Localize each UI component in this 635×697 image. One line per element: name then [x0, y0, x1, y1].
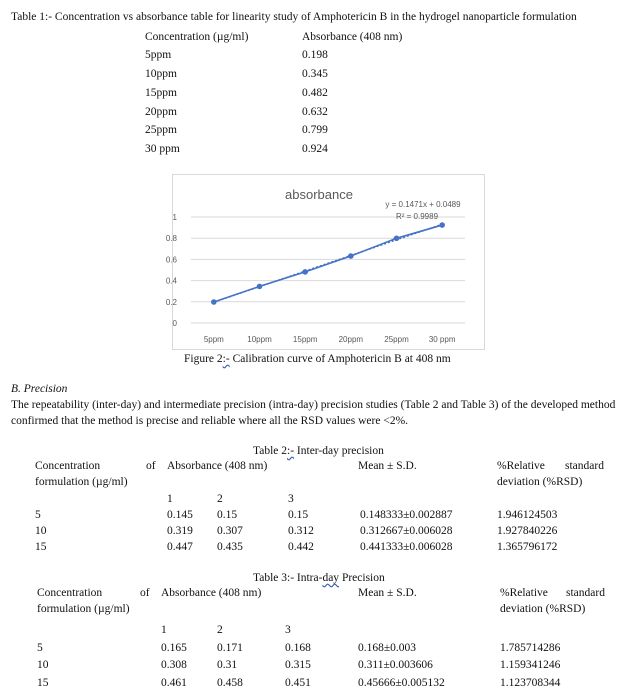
table3-replicate-header: 2	[217, 624, 223, 636]
table3-header-concentration: Concentration	[37, 587, 103, 599]
table1-cell-absorbance: 0.198	[302, 49, 328, 61]
x-tick-label: 15ppm	[292, 335, 318, 344]
table2-header-rsd-line2: deviation (%RSD)	[497, 476, 583, 488]
table3-cell-rsd: 1.785714286	[500, 642, 561, 654]
table1-cell-absorbance: 0.924	[302, 143, 328, 155]
table1-cell-concentration: 15ppm	[145, 87, 177, 99]
figure2-text: Calibration curve of Amphotericin B at 408 nm	[229, 353, 451, 365]
table3-cell-rsd: 1.159341246	[500, 659, 561, 671]
table2-header-rsd-b: standard	[565, 460, 604, 472]
table2-cell-concentration: 5	[35, 509, 41, 521]
data-point	[394, 236, 400, 242]
table1-cell-concentration: 10ppm	[145, 68, 177, 80]
x-tick-label: 25ppm	[384, 335, 409, 344]
table2-title-text: Inter-day precision	[294, 445, 384, 457]
table2-cell-rsd: 1.927840226	[497, 525, 558, 537]
table3-header-mean-sd: Mean ± S.D.	[358, 587, 417, 599]
y-tick-label: 0	[172, 319, 177, 328]
x-tick-label: 10ppm	[247, 335, 272, 344]
table1-caption: Table 1:- Concentration vs absorbance table for linearity study of Amphotericin B in the hydrogel nanoparticle formulation	[11, 11, 577, 23]
data-point	[211, 299, 217, 305]
calibration-chart	[165, 174, 485, 350]
data-point	[302, 269, 308, 275]
table3-header-of: of	[140, 587, 150, 599]
table1-cell-concentration: 20ppm	[145, 106, 177, 118]
table3-header-rsd-line2: deviation (%RSD)	[500, 603, 586, 615]
table2-header-mean-sd: Mean ± S.D.	[358, 460, 417, 472]
y-tick-label: 0.6	[165, 255, 177, 265]
y-tick-label: 0.4	[165, 276, 177, 286]
table2-cell-replicate2: 0.307	[217, 525, 243, 537]
figure2-label: Figure 2	[184, 353, 223, 365]
x-tick-label: 30 ppm	[428, 335, 456, 344]
table2-replicate-header: 1	[167, 493, 173, 505]
table2-cell-replicate3: 0.15	[288, 509, 309, 521]
table3-cell-mean-sd: 0.311±0.003606	[358, 659, 433, 671]
table3-title-text: Precision	[339, 572, 385, 584]
table3-cell-concentration: 15	[37, 677, 49, 689]
table2-cell-replicate3: 0.442	[288, 541, 314, 553]
table3-cell-replicate3: 0.168	[285, 642, 311, 654]
table3-header-absorbance: Absorbance (408 nm)	[161, 587, 262, 599]
table2-cell-concentration: 10	[35, 525, 47, 537]
table2-cell-mean-sd: 0.148333±0.002887	[360, 509, 453, 521]
section-paragraph-line1: The repeatability (inter-day) and intermediate precision (intra-day) precision studies (Table 2 and Table 3) of the developed method	[11, 399, 616, 411]
table2-cell-replicate2: 0.15	[217, 509, 238, 521]
trendline-equation: y = 0.1471x + 0.0489	[385, 200, 461, 209]
table3-cell-replicate3: 0.315	[285, 659, 311, 671]
chart-canvas	[165, 175, 484, 349]
table2-cell-concentration: 15	[35, 541, 47, 553]
table3-replicate-header: 1	[161, 624, 167, 636]
table2-cell-mean-sd: 0.441333±0.006028	[360, 541, 453, 553]
table3-cell-replicate1: 0.461	[161, 677, 187, 689]
table1-cell-concentration: 5ppm	[145, 49, 172, 61]
table1-cell-absorbance: 0.799	[302, 124, 328, 136]
y-tick-label: 1	[172, 213, 177, 222]
table1-header-absorbance: Absorbance (408 nm)	[302, 31, 403, 43]
data-point	[257, 284, 263, 290]
table1-cell-absorbance: 0.632	[302, 106, 328, 118]
table3-cell-replicate2: 0.31	[217, 659, 238, 671]
table1-cell-absorbance: 0.345	[302, 68, 328, 80]
table1-header-concentration: Concentration (µg/ml)	[145, 31, 249, 43]
table3-title-label: Table 3:- Intra-	[253, 572, 323, 584]
table2-header-concentration: Concentration	[35, 460, 101, 472]
table2-cell-replicate1: 0.447	[167, 541, 193, 553]
data-point	[439, 222, 445, 228]
x-tick-label: 20ppm	[338, 335, 364, 344]
table3-cell-replicate3: 0.451	[285, 677, 311, 689]
table3-cell-concentration: 5	[37, 642, 43, 654]
table3-cell-replicate1: 0.165	[161, 642, 187, 654]
section-heading: B. Precision	[11, 383, 68, 395]
table2-header-formulation: formulation (µg/ml)	[35, 476, 128, 488]
table3-cell-replicate1: 0.308	[161, 659, 187, 671]
chart-title: absorbance	[285, 187, 353, 202]
table2-title	[253, 445, 384, 457]
y-tick-label: 0.2	[165, 297, 177, 307]
table3-cell-mean-sd: 0.45666±0.005132	[358, 677, 445, 689]
table2-cell-rsd: 1.365796172	[497, 541, 558, 553]
table2-cell-mean-sd: 0.312667±0.006028	[360, 525, 453, 537]
table2-cell-replicate2: 0.435	[217, 541, 243, 553]
table3-header-formulation: formulation (µg/ml)	[37, 603, 130, 615]
figure2-caption	[184, 353, 451, 365]
table3-title-day: day	[322, 572, 340, 584]
table2-header-absorbance: Absorbance (408 nm)	[167, 460, 268, 472]
table3-replicate-header: 3	[285, 624, 291, 636]
table2-cell-replicate1: 0.319	[167, 525, 193, 537]
section-paragraph-line2: confirmed that the method is precise and reliable where all the RSD values were <2%.	[11, 415, 409, 427]
table1-cell-concentration: 25ppm	[145, 124, 177, 136]
table3-cell-concentration: 10	[37, 659, 49, 671]
table2-title-separator: :-	[287, 445, 295, 457]
table3-title	[253, 572, 385, 584]
table1-cell-absorbance: 0.482	[302, 87, 328, 99]
table2-replicate-header: 3	[288, 493, 294, 505]
table2-cell-replicate3: 0.312	[288, 525, 314, 537]
table1-cell-concentration: 30 ppm	[145, 143, 180, 155]
trendline-r2: R² = 0.9989	[395, 212, 439, 221]
table2-replicate-header: 2	[217, 493, 223, 505]
table3-header-rsd-a: %Relative	[500, 587, 548, 599]
table2-header-of: of	[146, 460, 156, 472]
figure2-separator: :-	[222, 353, 230, 365]
table3-cell-mean-sd: 0.168±0.003	[358, 642, 417, 654]
table2-cell-replicate1: 0.145	[167, 509, 193, 521]
x-tick-label: 5ppm	[203, 335, 224, 344]
table2-title-label: Table 2	[253, 445, 288, 457]
table3-cell-replicate2: 0.458	[217, 677, 243, 689]
y-tick-label: 0.8	[165, 234, 177, 244]
table3-header-rsd-b: standard	[566, 587, 605, 599]
table3-cell-replicate2: 0.171	[217, 642, 243, 654]
table2-header-rsd-a: %Relative	[497, 460, 545, 472]
data-point	[348, 253, 354, 259]
table2-cell-rsd: 1.946124503	[497, 509, 558, 521]
table3-cell-rsd: 1.123708344	[500, 677, 561, 689]
